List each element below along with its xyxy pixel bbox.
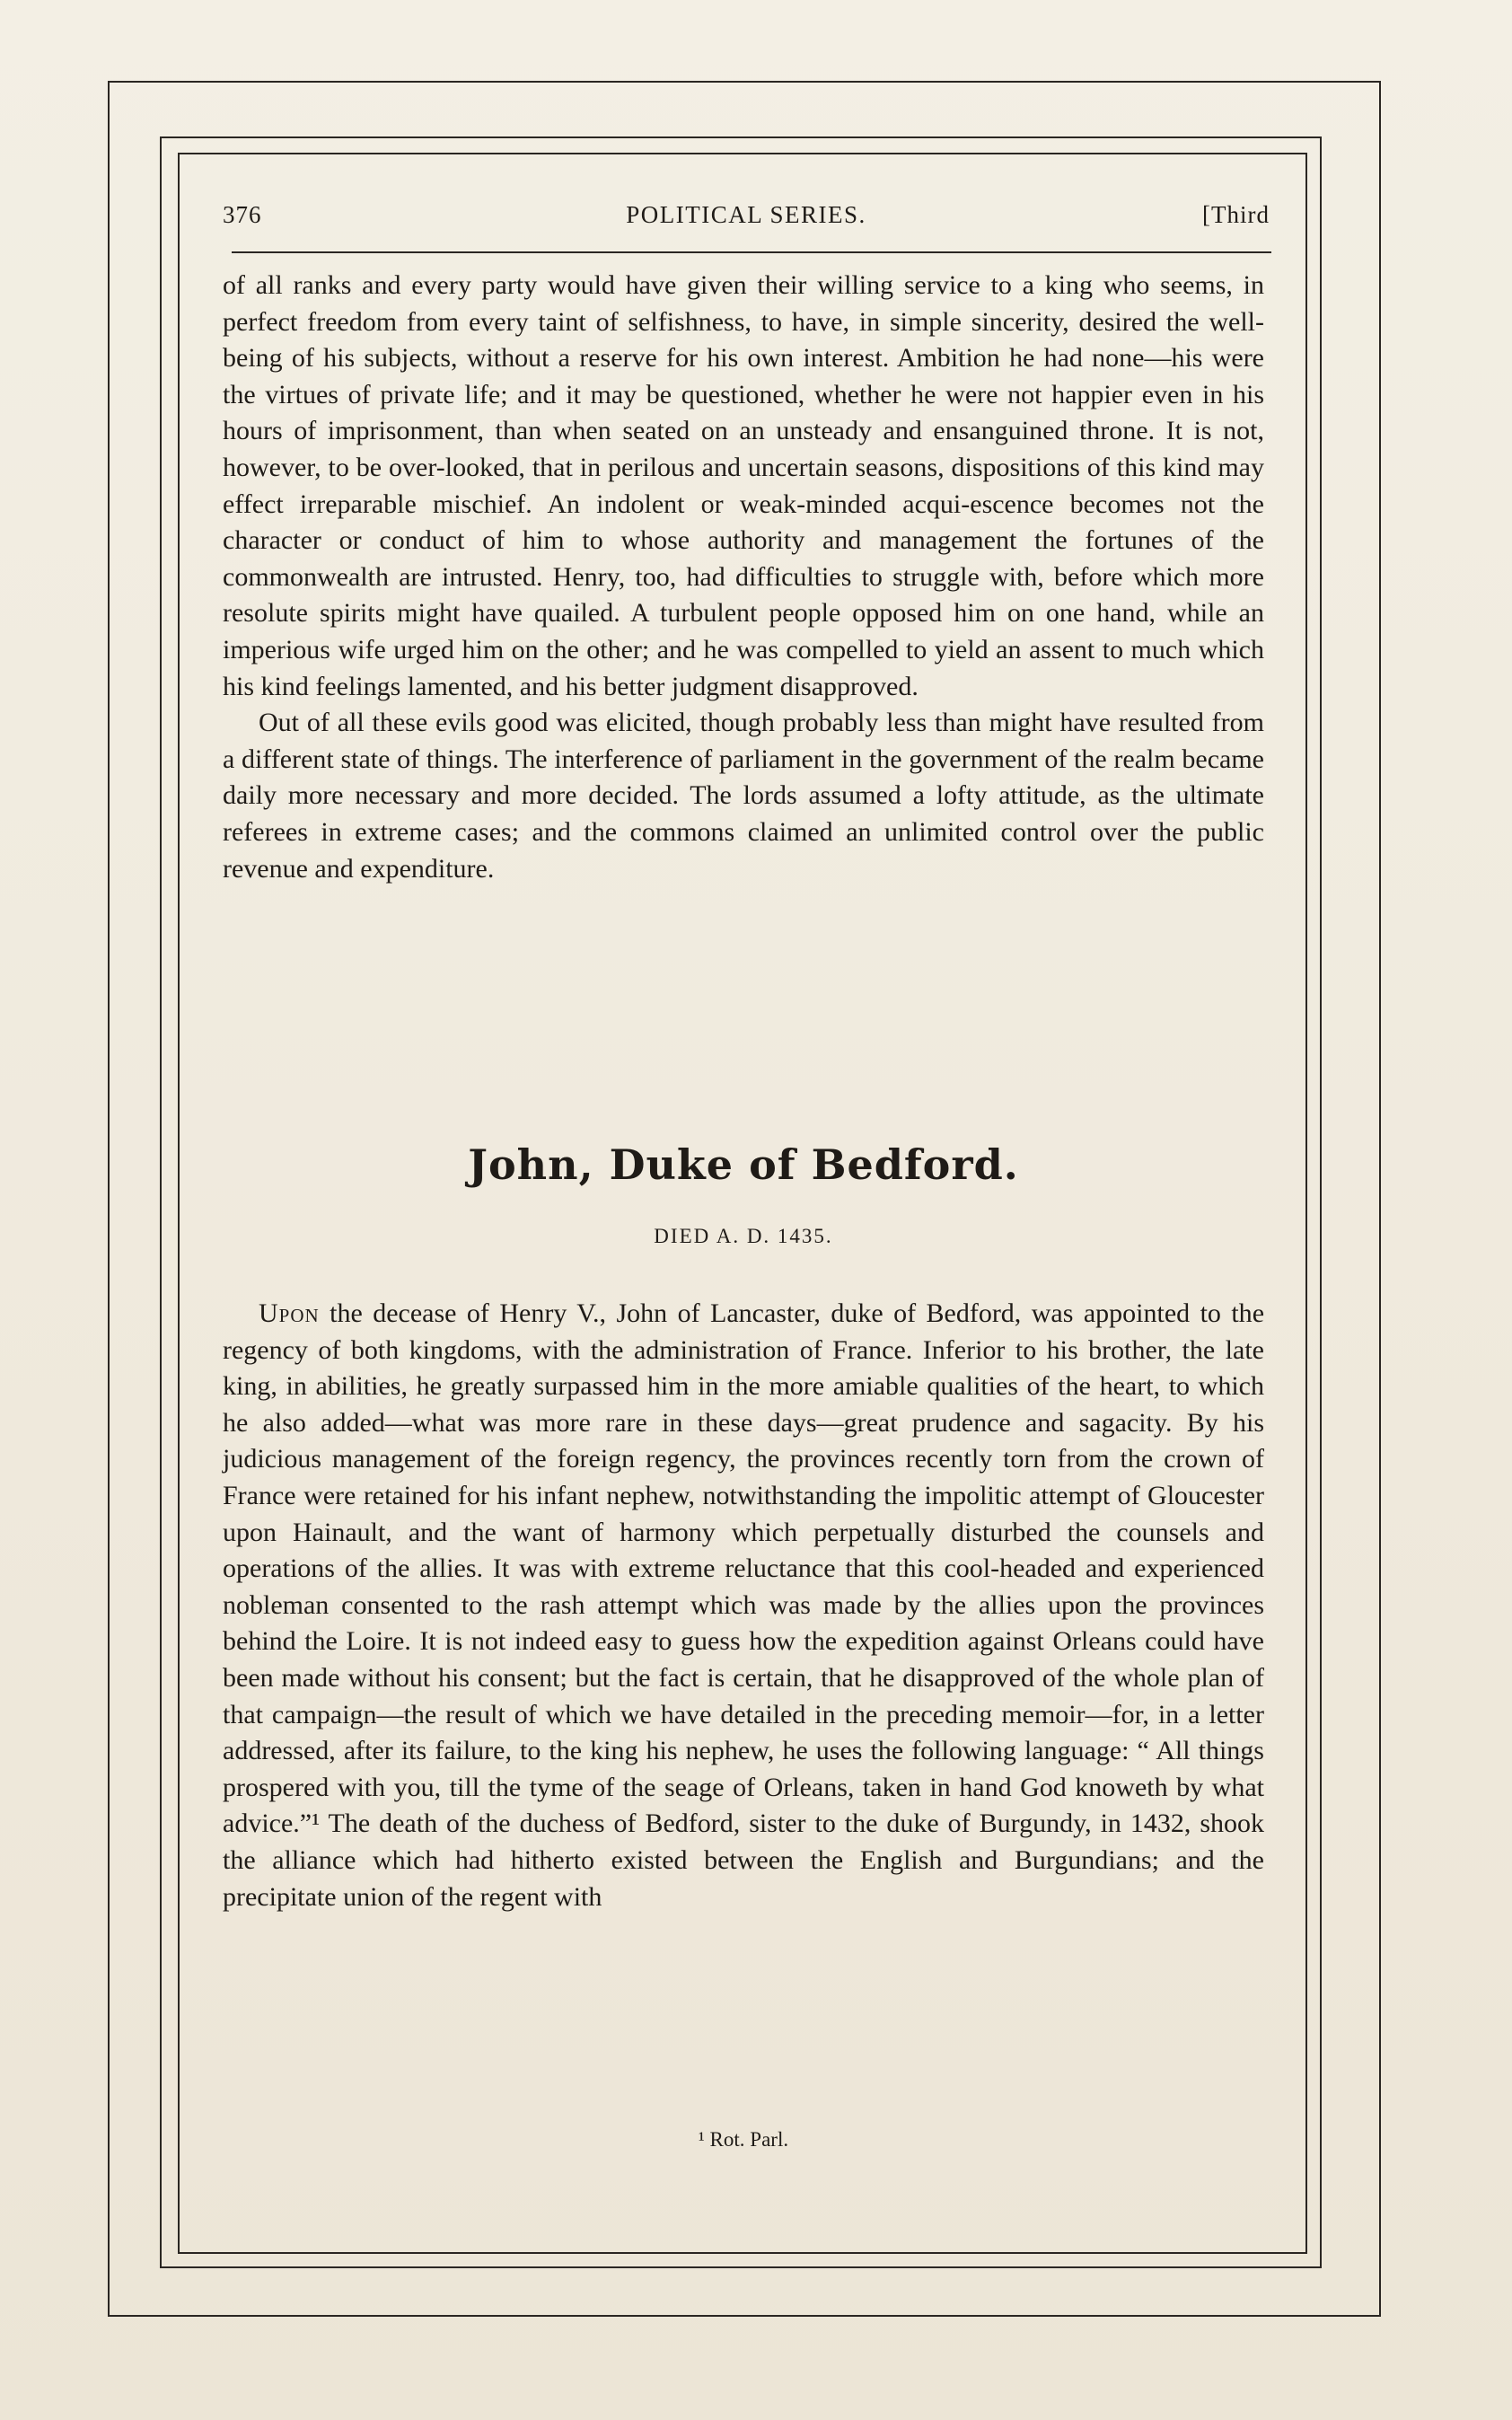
paragraph [223,1296,1264,1915]
page-header [223,201,1270,237]
catchword: [Third [1202,201,1270,228]
paragraph: Out of all these evils good was elicited, though probably less than might have resulted from a different state of things. The interference of parliament in the government of the realm became daily more necessary and more decided. The lords assumed a lofty attitude, as the ultimate referees in extreme cases; and the commons claimed an unlimited control over the public revenue and expenditure. [223,708,1264,884]
header-rule [232,251,1271,253]
lead-word: Upon [259,1298,320,1328]
paragraph: of all ranks and every party would have given their willing service to a king who seems, in perfect freedom from every taint of selfishness, to have, in simple sincerity, desired the well-being of his subjects, without a reserve for his own interest. Ambition he had none—his were the virtues of private life; and it may be questioned, whether he were not happier even in his hours of imprisonment, than when seated on an unsteady and ensanguined throne. It is not, however, to be over-looked, that in perilous and uncertain seasons, dispositions of this kind may effect irreparable mischief. An indolent or weak-minded acqui-escence becomes not the character or conduct of him to whose authority and management the fortunes of the commonwealth are intrusted. Henry, too, had difficulties to struggle with, before which more resolute spirits might have quailed. A turbulent people opposed him on one hand, while an imperious wife urged him on the other; and he was compelled to yield an assent to much which his kind feelings lamented, and his better judgment disapproved. [223,270,1264,701]
paragraph-text: the decease of Henry V., John of Lancaster, duke of Bedford, was appointed to the regency of both kingdoms, with the administration of France. Inferior to his brother, the late king, in abilities, he greatly surpassed him in the more amiable qualities of the heart, to which he also added—what was more rare in these days—great prudence and sagacity. By his judicious management of the foreign regency, the provinces recently torn from the crown of France were retained for his infant nephew, notwithstanding the impolitic attempt of Gloucester upon Hainault, and the want of harmony which perpetually disturbed the counsels and operations of the allies. It was with extreme reluctance that this cool-headed and experienced nobleman consented to the rash attempt which was made by the allies upon the provinces behind the Loire. It is not indeed easy to guess how the expedition against Orleans could have been made without his consent; but the fact is certain, that he disapproved of the whole plan of that campaign—the result of which we have detailed in the preceding memoir—for, in a letter addressed, after its failure, to the king his nephew, he uses the following language: “ All things prospered with you, till the tyme of the seage of Orleans, taken in hand God knoweth by what advice.”¹ The death of the duchess of Bedford, sister to the duke of Burgundy, in 1432, shook the alliance which had hitherto existed between the English and Burgundians; and the precipitate union of the regent with [223,1298,1265,1912]
section-body [223,1296,1264,1915]
section-title: John, Duke of Bedford. [468,1140,1019,1189]
page-number: 376 [223,201,262,228]
footnote: ¹ Rot. Parl. [698,2128,789,2151]
running-title: POLITICAL SERIES. [626,201,866,228]
death-date: DIED A. D. 1435. [654,1225,833,1247]
continued-text [223,268,1264,887]
